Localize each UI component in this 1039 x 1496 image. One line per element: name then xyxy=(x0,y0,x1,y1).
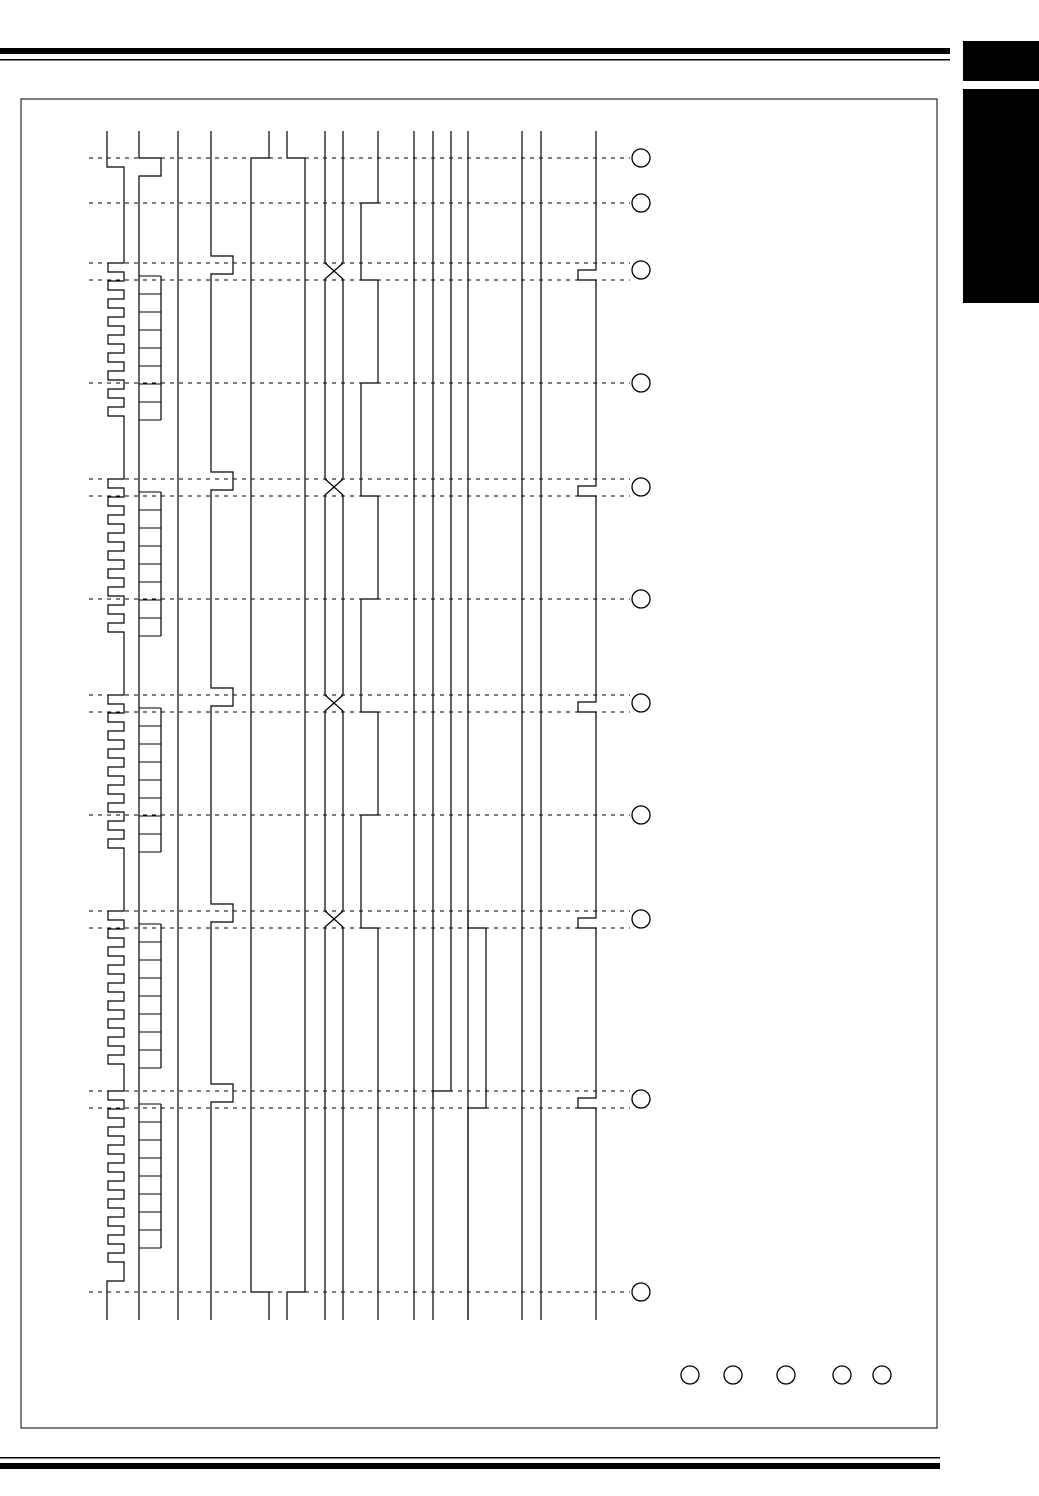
signal-13-interrupt xyxy=(578,131,596,1320)
event-marker-7 xyxy=(632,694,650,712)
event-marker-4 xyxy=(632,374,650,392)
signal-12-done xyxy=(468,911,486,1320)
section-tab-small xyxy=(963,41,1039,81)
section-tab xyxy=(963,41,1039,303)
header-rule-thin xyxy=(0,59,950,61)
event-marker-9 xyxy=(632,910,650,928)
legend-marker-5 xyxy=(873,1366,891,1384)
footer-rule-thick xyxy=(0,1463,940,1469)
event-marker-10 xyxy=(632,1090,650,1108)
footer-rule-thin xyxy=(0,1457,940,1459)
event-marker-2 xyxy=(632,194,650,212)
signal-11-stop xyxy=(433,131,451,1099)
event-marker-8 xyxy=(632,806,650,824)
legend-marker-2 xyxy=(724,1366,742,1384)
event-marker-5 xyxy=(632,478,650,496)
legend-markers xyxy=(681,1366,891,1384)
legend-marker-3 xyxy=(777,1366,795,1384)
event-marker-6 xyxy=(632,590,650,608)
signal-4-strobe xyxy=(211,131,233,1320)
section-tab-large xyxy=(963,89,1039,303)
signal-waveforms xyxy=(107,131,596,1320)
event-markers xyxy=(632,149,650,1301)
marker-guides xyxy=(89,158,630,1292)
signal-5-select xyxy=(251,131,269,1320)
header-rule-thick xyxy=(0,48,950,54)
signal-9-ack xyxy=(361,131,378,1320)
header-rules xyxy=(0,48,950,61)
event-marker-1 xyxy=(632,149,650,167)
legend-marker-4 xyxy=(833,1366,851,1384)
event-marker-3 xyxy=(632,261,650,279)
event-marker-11 xyxy=(632,1283,650,1301)
footer-rules xyxy=(0,1457,940,1469)
signal-6-select xyxy=(287,131,305,1320)
signal-1-clock xyxy=(107,131,124,1320)
legend-marker-1 xyxy=(681,1366,699,1384)
diagram-frame xyxy=(21,99,937,1428)
